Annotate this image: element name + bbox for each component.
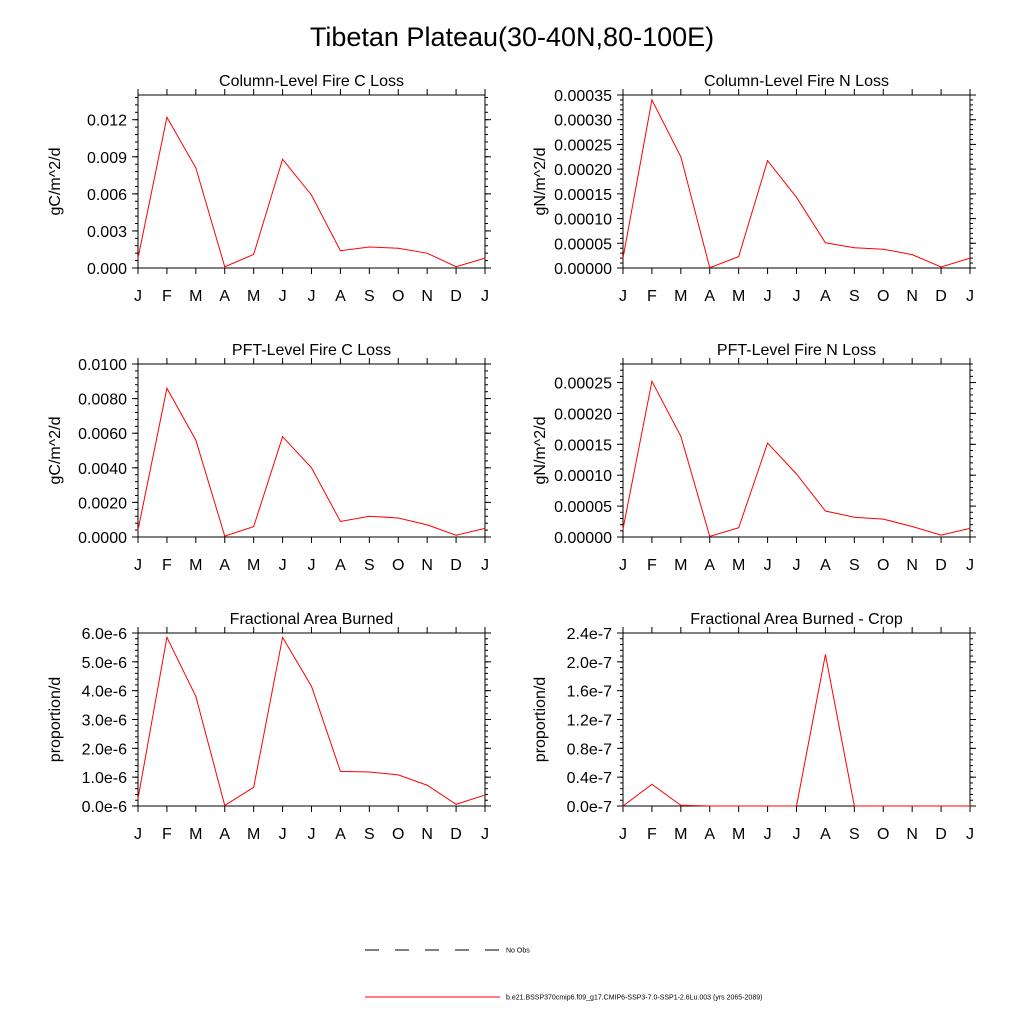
x-tick-label: J [792,557,801,574]
y-tick-label: 0.00005 [554,236,612,254]
x-tick-label: A [704,557,716,574]
x-tick-label: J [966,288,974,305]
data-point [941,806,942,807]
data-point [369,516,370,517]
x-tick-label: D [450,288,462,305]
data-point [340,771,341,772]
chart-panel-2 [532,73,976,305]
data-point [970,806,971,807]
data-point [195,696,196,697]
x-tick-label: J [307,288,316,305]
data-point [427,524,428,525]
data-point [970,258,971,259]
data-point [825,242,826,243]
data-point [738,806,739,807]
x-tick-label: M [189,826,203,843]
y-tick-label: 1.6e-7 [566,683,612,701]
y-tick-label: 0.00015 [554,437,612,455]
y-tick-label: 0.00010 [554,468,612,486]
x-tick-label: J [134,288,142,305]
data-point [224,536,225,537]
y-tick-label: 2.0e-7 [566,654,612,672]
data-point [883,806,884,807]
data-point [941,267,942,268]
x-tick-label: M [674,826,688,843]
x-tick-label: J [278,826,287,843]
x-tick-label: N [421,826,433,843]
data-point [912,526,913,527]
y-tick-label: 0.0040 [78,460,127,478]
data-point [282,159,283,160]
x-tick-label: J [763,826,772,843]
chart-panel-4 [532,342,976,574]
y-tick-label: 0.00030 [554,112,612,130]
y-tick-label: 0.0080 [78,391,127,409]
x-tick-label: A [335,288,346,305]
series-line [623,100,970,268]
x-tick-label: D [935,557,947,574]
chart-panel-1 [47,73,491,305]
x-tick-label: F [162,826,172,843]
y-tick-label: 0.0100 [78,357,127,374]
x-tick-label: N [906,826,918,843]
x-tick-label: J [966,826,974,843]
x-tick-label: N [906,288,918,305]
y-tick-label: 0.4e-7 [566,770,612,788]
x-tick-label: A [704,826,716,843]
data-point [224,266,225,267]
data-point [369,246,370,247]
data-point [456,266,457,267]
x-tick-label: D [450,557,462,574]
data-point [253,254,254,255]
series-line [623,655,970,806]
x-tick-label: A [219,826,231,843]
data-point [883,519,884,520]
y-tick-label: 0.00005 [554,499,612,517]
series-line [138,637,485,805]
data-point [456,535,457,536]
x-tick-label: D [450,826,462,843]
data-point [912,254,913,255]
data-point [253,787,254,788]
data-point [709,536,710,537]
y-tick-label: 3.0e-6 [81,712,127,730]
data-point [311,686,312,687]
x-tick-label: A [219,288,231,305]
y-axis-label: proportion/d [532,676,549,763]
y-axis-label: gC/m^2/d [47,416,64,485]
data-point [680,436,681,437]
data-point [854,517,855,518]
x-tick-label: M [674,557,688,574]
plot-frame [138,364,485,537]
x-tick-label: J [619,288,627,305]
x-tick-label: J [619,557,627,574]
panel-title: PFT-Level Fire C Loss [231,342,392,359]
data-point [767,806,768,807]
data-point [224,805,225,806]
x-tick-label: N [421,557,433,574]
panel-title: Column-Level Fire N Loss [704,73,889,90]
x-tick-label: J [481,557,489,574]
x-tick-label: F [162,288,172,305]
data-point [166,117,167,118]
x-tick-label: M [189,557,203,574]
chart-panel-3 [47,342,491,574]
x-tick-label: D [935,288,947,305]
x-tick-label: J [481,826,489,843]
y-tick-label: 0.00025 [554,137,612,155]
data-point [138,258,139,259]
x-tick-label: J [792,288,801,305]
x-tick-label: A [335,826,346,843]
panel-title: Fractional Area Burned - Crop [690,611,903,628]
y-axis-label: proportion/d [47,676,64,763]
data-point [709,267,710,268]
data-point [883,249,884,250]
data-point [485,258,486,259]
x-tick-label: M [247,826,261,843]
x-tick-label: J [619,826,627,843]
x-tick-label: S [363,557,375,574]
data-point [651,381,652,382]
data-point [912,806,913,807]
panel-title: Fractional Area Burned [229,611,394,628]
x-tick-label: A [820,288,831,305]
y-tick-label: 5.0e-6 [81,654,127,672]
y-tick-label: 0.00025 [554,375,612,393]
x-tick-label: O [392,557,405,574]
data-point [282,436,283,437]
series-line [623,381,970,536]
data-point [738,256,739,257]
data-point [623,806,624,807]
x-tick-label: F [647,826,657,843]
data-point [796,473,797,474]
data-point [825,654,826,655]
data-point [941,535,942,536]
y-tick-label: 0.003 [86,223,127,241]
x-tick-label: J [792,826,801,843]
data-point [427,253,428,254]
x-tick-label: S [848,826,860,843]
y-tick-label: 1.0e-6 [81,770,127,788]
x-tick-label: F [162,557,172,574]
data-point [398,774,399,775]
x-tick-label: N [906,557,918,574]
x-tick-label: J [134,557,142,574]
y-tick-label: 2.0e-6 [81,741,127,759]
x-tick-label: A [820,826,831,843]
x-tick-label: J [278,288,287,305]
data-point [825,511,826,512]
series-line [138,388,485,536]
x-tick-label: J [307,557,316,574]
data-point [166,637,167,638]
y-tick-label: 0.00000 [554,530,612,547]
y-tick-label: 0.00010 [554,211,612,229]
x-tick-label: S [363,288,375,305]
x-tick-label: J [763,288,772,305]
y-tick-label: 0.0e-7 [566,799,612,816]
y-tick-label: 2.4e-7 [566,626,612,643]
y-axis-label: gN/m^2/d [532,147,549,216]
page-title: Tibetan Plateau(30-40N,80-100E) [309,22,715,52]
data-point [767,160,768,161]
y-tick-label: 4.0e-6 [81,683,127,701]
y-tick-label: 0.0000 [78,530,127,547]
data-point [398,248,399,249]
y-tick-label: 0.009 [86,149,127,167]
x-tick-label: O [877,557,890,574]
data-point [623,258,624,259]
y-tick-label: 0.0e-6 [81,799,127,816]
data-point [456,804,457,805]
legend [365,948,762,1002]
data-point [340,250,341,251]
data-point [166,388,167,389]
data-point [796,806,797,807]
y-tick-label: 0.000 [86,261,127,278]
y-tick-label: 0.0020 [78,495,127,513]
data-point [138,530,139,531]
data-point [340,521,341,522]
y-tick-label: 6.0e-6 [81,626,127,643]
data-point [651,784,652,785]
data-point [195,167,196,168]
x-tick-label: J [966,557,974,574]
y-axis-label: gC/m^2/d [47,147,64,216]
data-point [138,798,139,799]
chart-panel-5 [47,611,491,843]
x-tick-label: J [134,826,142,843]
x-tick-label: O [877,826,890,843]
x-tick-label: M [732,826,746,843]
x-tick-label: J [307,826,316,843]
y-tick-label: 0.00015 [554,186,612,204]
data-point [970,528,971,529]
panel-title: PFT-Level Fire N Loss [716,342,877,359]
plot-frame [623,633,970,806]
data-point [767,443,768,444]
x-tick-label: A [219,557,231,574]
y-axis-label: gN/m^2/d [532,416,549,485]
y-tick-label: 0.00035 [554,88,612,105]
y-tick-label: 0.00000 [554,261,612,278]
data-point [680,156,681,157]
y-tick-label: 0.8e-7 [566,741,612,759]
data-point [427,785,428,786]
y-tick-label: 0.00020 [554,162,612,180]
panel-title: Column-Level Fire C Loss [219,73,404,90]
data-point [651,99,652,100]
data-point [485,795,486,796]
plot-frame [138,633,485,806]
y-tick-label: 0.0060 [78,426,127,444]
y-tick-label: 0.006 [86,186,127,204]
x-tick-label: A [704,288,716,305]
x-tick-label: A [335,557,346,574]
data-point [311,195,312,196]
data-point [282,637,283,638]
x-tick-label: M [732,288,746,305]
x-tick-label: M [247,288,261,305]
y-tick-label: 0.012 [86,112,127,130]
x-tick-label: S [848,557,860,574]
y-tick-label: 1.2e-7 [566,712,612,730]
data-point [854,247,855,248]
plot-frame [623,95,970,268]
x-tick-label: J [278,557,287,574]
legend-label: No Obs [506,947,530,955]
data-point [398,517,399,518]
x-tick-label: F [647,288,657,305]
x-tick-label: M [189,288,203,305]
y-tick-label: 0.00020 [554,406,612,424]
x-tick-label: J [481,288,489,305]
data-point [369,771,370,772]
x-tick-label: D [935,826,947,843]
series-line [138,117,485,267]
x-tick-label: N [421,288,433,305]
data-point [738,527,739,528]
legend-label: b.e21.BSSP370cmip6.f09_g17.CMIP6-SSP3-7.0-SSP1-2.6Lu.003 (yrs 2065-2089) [506,994,763,1002]
chart-panel-6 [532,611,976,843]
x-tick-label: O [877,288,890,305]
data-point [680,805,681,806]
x-tick-label: M [247,557,261,574]
x-tick-label: S [848,288,860,305]
data-point [623,528,624,529]
data-point [709,806,710,807]
data-point [311,467,312,468]
data-point [796,197,797,198]
data-point [253,526,254,527]
x-tick-label: A [820,557,831,574]
x-tick-label: F [647,557,657,574]
data-point [485,528,486,529]
plot-frame [138,95,485,268]
data-point [854,806,855,807]
data-point [195,440,196,441]
x-tick-label: O [392,288,405,305]
x-tick-label: S [363,826,375,843]
x-tick-label: J [763,557,772,574]
plot-frame [623,364,970,537]
x-tick-label: M [732,557,746,574]
x-tick-label: M [674,288,688,305]
x-tick-label: O [392,826,405,843]
